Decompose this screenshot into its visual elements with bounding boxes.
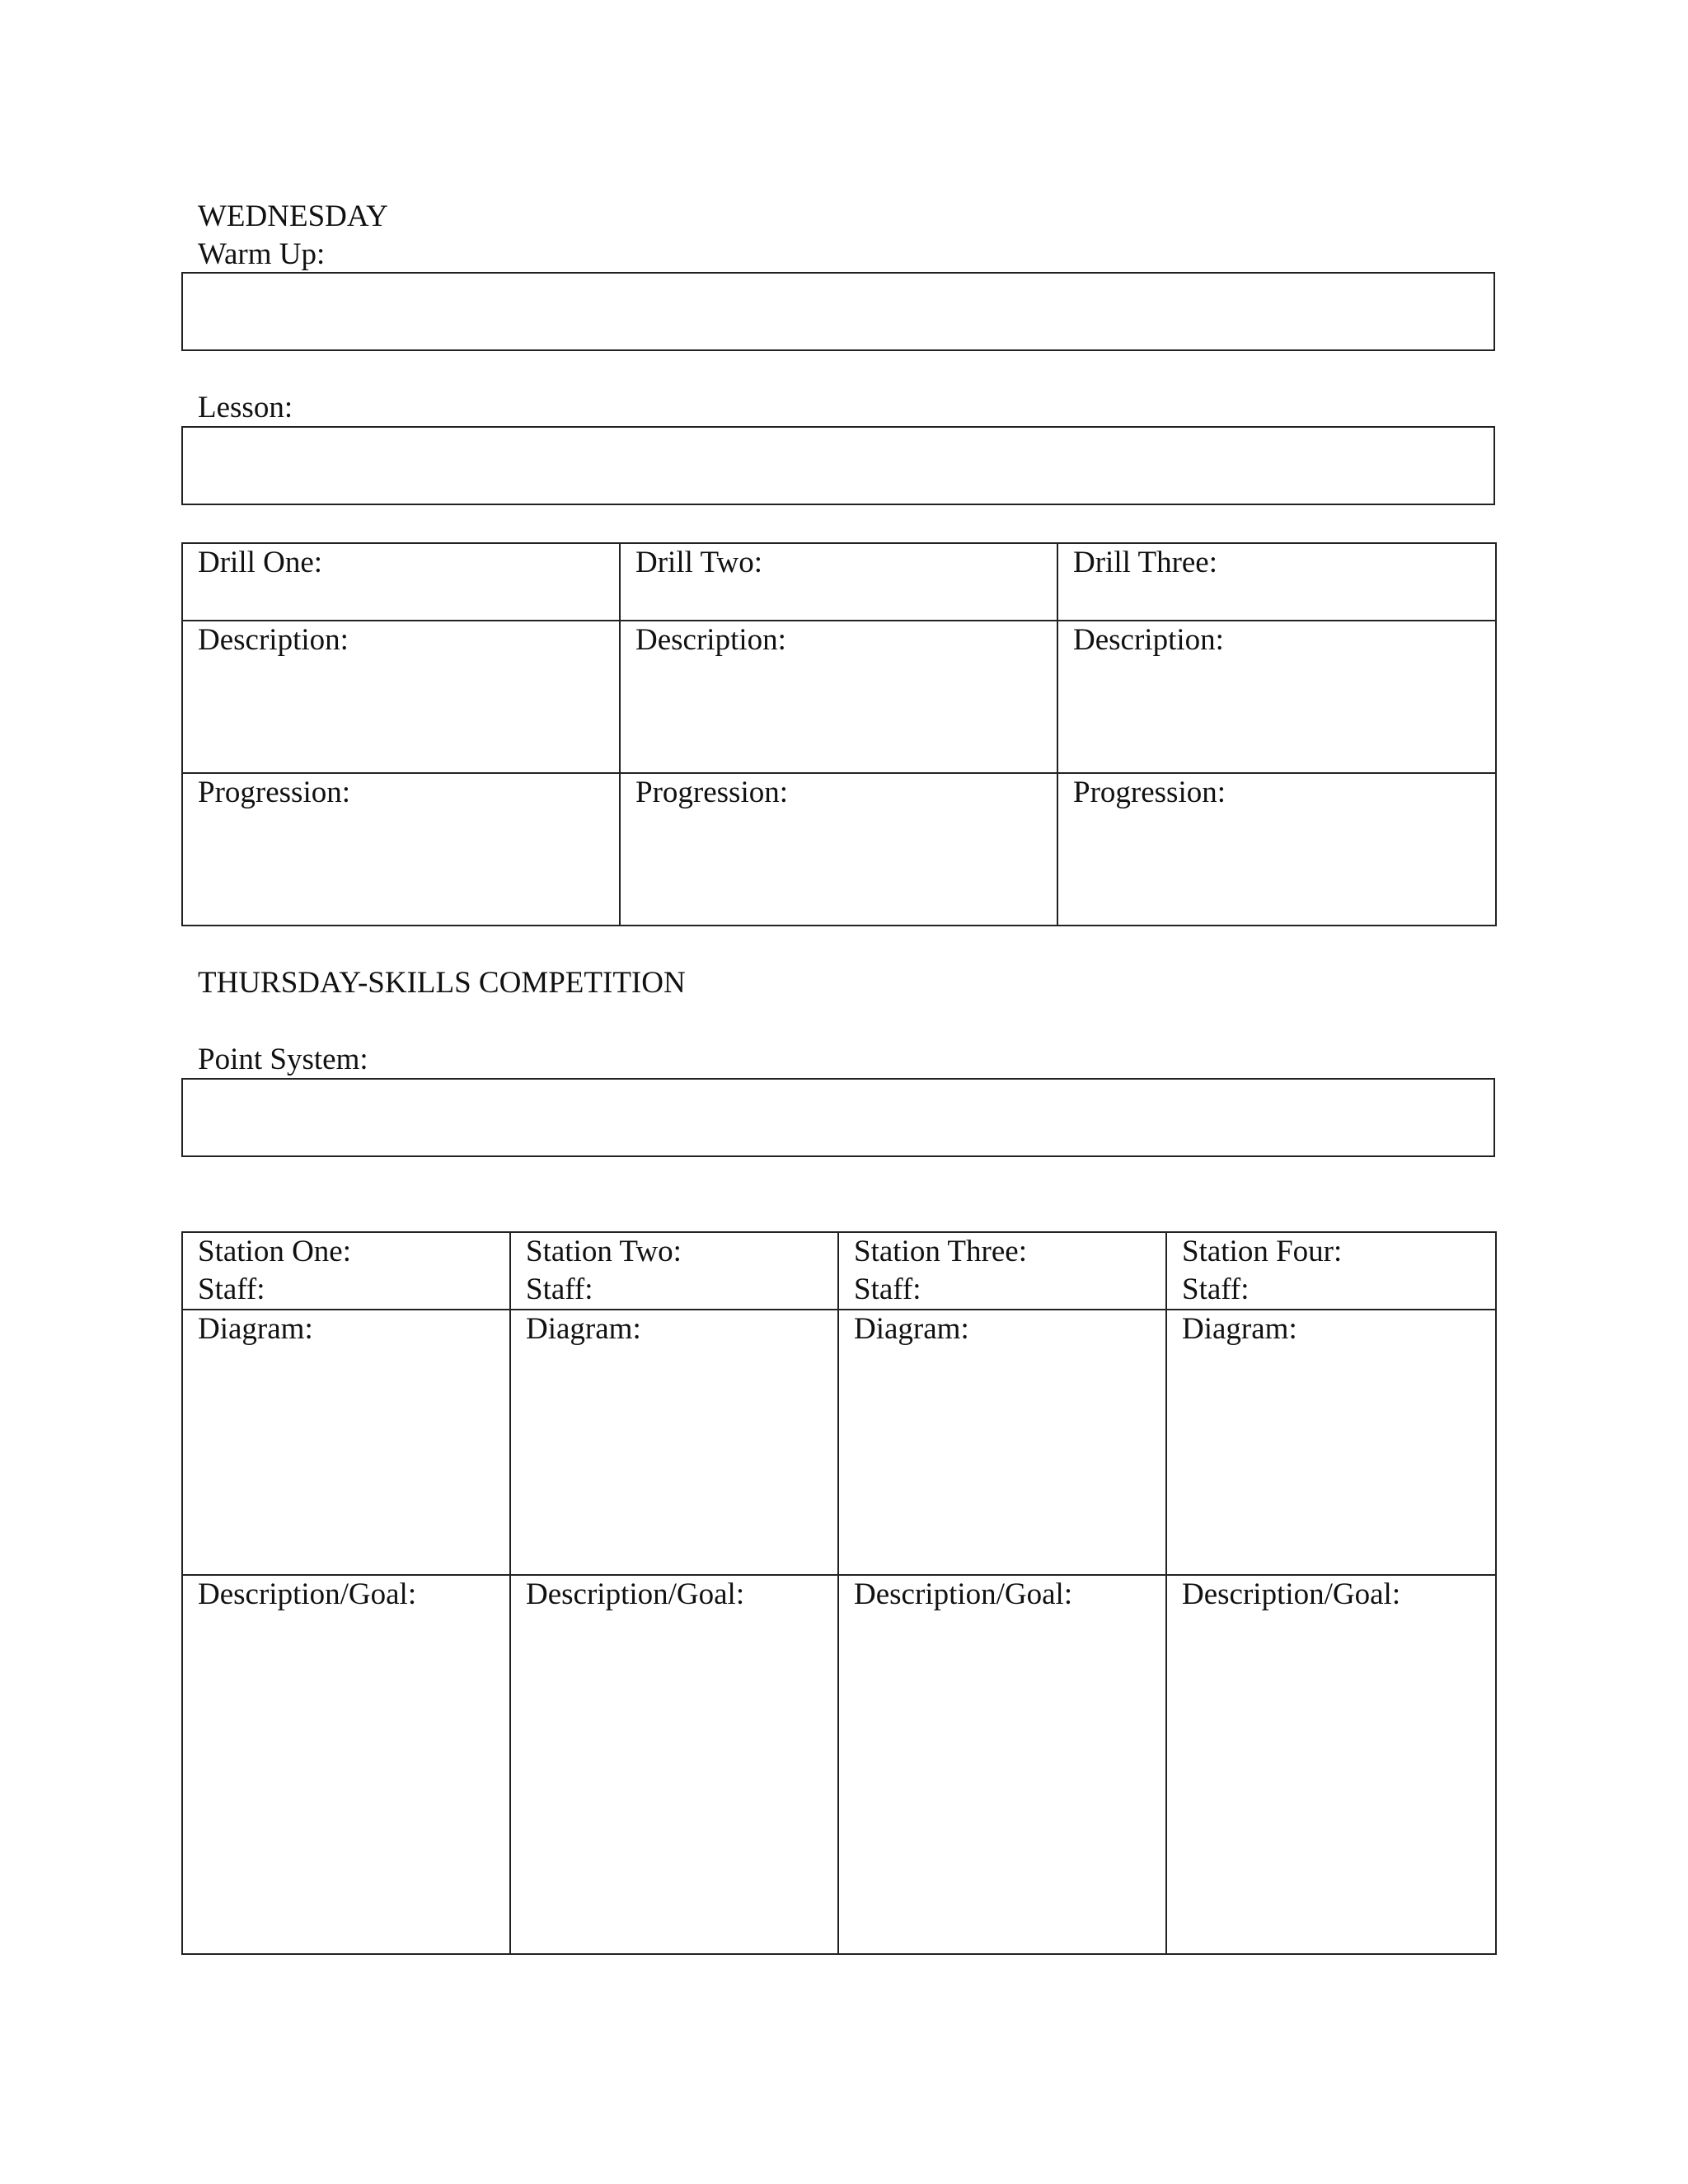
- station-title: Station Two:: [526, 1235, 682, 1268]
- station-three-cell[interactable]: [838, 1232, 1166, 1310]
- goal-label: Description/Goal:: [1182, 1577, 1401, 1611]
- drill-title-row: [182, 543, 1496, 621]
- station-title: Station Three:: [854, 1235, 1027, 1268]
- goal-label: Description/Goal:: [198, 1577, 417, 1611]
- wednesday-heading: WEDNESDAY: [198, 199, 388, 233]
- diagram-label: Diagram:: [198, 1312, 313, 1346]
- drill-two-description-cell[interactable]: [620, 621, 1057, 773]
- staff-label: Staff:: [854, 1272, 921, 1306]
- station-three-diagram-cell[interactable]: [838, 1310, 1166, 1575]
- drill-three-description-cell[interactable]: [1057, 621, 1496, 773]
- progression-label: Progression:: [1073, 776, 1226, 809]
- station-one-cell[interactable]: [182, 1232, 510, 1310]
- drills-table: [181, 542, 1497, 926]
- drill-one-description-cell[interactable]: [182, 621, 620, 773]
- drill-progression-row: [182, 773, 1496, 926]
- drill-two-progression-cell[interactable]: [620, 773, 1057, 926]
- station-title: Station Four:: [1182, 1235, 1343, 1268]
- lesson-field[interactable]: [181, 426, 1495, 505]
- point-system-field[interactable]: [181, 1078, 1495, 1157]
- staff-label: Staff:: [526, 1272, 593, 1306]
- drill-three-cell[interactable]: [1057, 543, 1496, 621]
- drill-one-progression-cell[interactable]: [182, 773, 620, 926]
- goal-label: Description/Goal:: [526, 1577, 745, 1611]
- station-two-diagram-cell[interactable]: [510, 1310, 838, 1575]
- drill-title: Drill One:: [198, 546, 323, 579]
- staff-label: Staff:: [1182, 1272, 1250, 1306]
- station-four-cell[interactable]: [1166, 1232, 1496, 1310]
- station-four-diagram-cell[interactable]: [1166, 1310, 1496, 1575]
- drill-two-cell[interactable]: [620, 543, 1057, 621]
- drill-one-cell[interactable]: [182, 543, 620, 621]
- thursday-heading: THURSDAY-SKILLS COMPETITION: [198, 966, 686, 1000]
- progression-label: Progression:: [198, 776, 350, 809]
- station-three-goal-cell[interactable]: [838, 1575, 1166, 1954]
- station-two-cell[interactable]: [510, 1232, 838, 1310]
- station-two-goal-cell[interactable]: [510, 1575, 838, 1954]
- description-label: Description:: [635, 623, 786, 657]
- station-title: Station One:: [198, 1235, 352, 1268]
- drill-title: Drill Two:: [635, 546, 762, 579]
- warm-up-field[interactable]: [181, 272, 1495, 351]
- progression-label: Progression:: [635, 776, 788, 809]
- description-label: Description:: [1073, 623, 1224, 657]
- drill-three-progression-cell[interactable]: [1057, 773, 1496, 926]
- lesson-label: Lesson:: [198, 391, 293, 424]
- diagram-label: Diagram:: [526, 1312, 641, 1346]
- station-one-diagram-cell[interactable]: [182, 1310, 510, 1575]
- station-goal-row: [182, 1575, 1496, 1954]
- station-diagram-row: [182, 1310, 1496, 1575]
- station-one-goal-cell[interactable]: [182, 1575, 510, 1954]
- diagram-label: Diagram:: [1182, 1312, 1297, 1346]
- drill-description-row: [182, 621, 1496, 773]
- drill-title: Drill Three:: [1073, 546, 1218, 579]
- station-four-goal-cell[interactable]: [1166, 1575, 1496, 1954]
- warm-up-label: Warm Up:: [198, 237, 326, 271]
- stations-table: [181, 1231, 1497, 1955]
- goal-label: Description/Goal:: [854, 1577, 1073, 1611]
- diagram-label: Diagram:: [854, 1312, 969, 1346]
- staff-label: Staff:: [198, 1272, 265, 1306]
- station-title-row: [182, 1232, 1496, 1310]
- description-label: Description:: [198, 623, 349, 657]
- point-system-label: Point System:: [198, 1043, 368, 1076]
